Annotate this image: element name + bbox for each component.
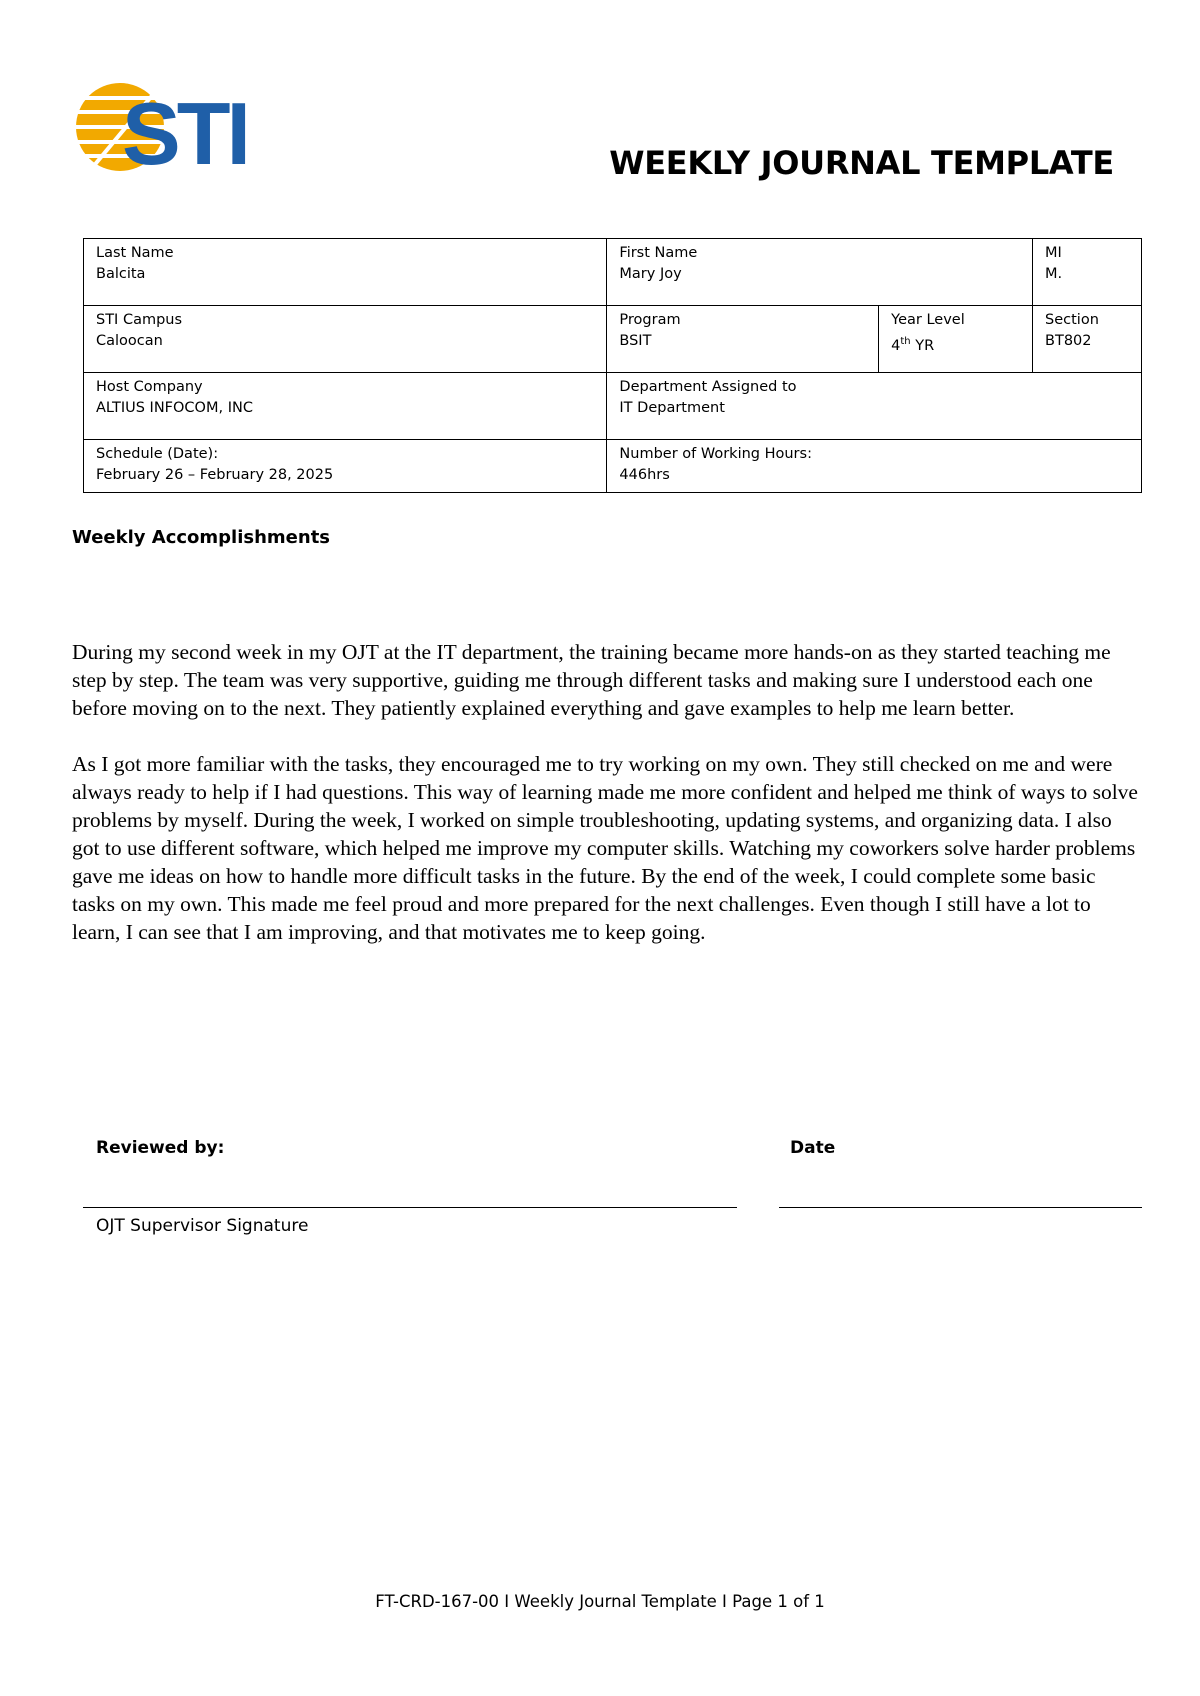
schedule-cell (84, 440, 607, 493)
signature-line (83, 1207, 737, 1208)
department-label: Department Assigned to (619, 379, 797, 395)
program-label: Program (619, 312, 681, 328)
campus-cell (84, 306, 607, 373)
accomplishments-heading: Weekly Accomplishments (72, 527, 331, 548)
host-company-cell (84, 373, 607, 440)
supervisor-signature-caption: OJT Supervisor Signature (96, 1216, 309, 1236)
last-name-cell (84, 239, 607, 306)
mi-cell (1033, 239, 1142, 306)
host-company-value: ALTIUS INFOCOM, INC (96, 400, 253, 416)
page-footer: FT-CRD-167-00 I Weekly Journal Template I Page 1 of 1 (375, 1592, 825, 1611)
host-company-label: Host Company (96, 379, 203, 395)
reviewed-by-label: Reviewed by: (96, 1138, 225, 1158)
date-label: Date (790, 1138, 836, 1158)
section-cell (1033, 306, 1142, 373)
mi-value: M. (1045, 266, 1063, 282)
paragraph: As I got more familiar with the tasks, they encouraged me to try working on my own. They still checked on me and were always ready to help if I had questions. This way of learning made me more confident and helped me think of ways to solve problems by myself. During the week, I worked on simple troubleshooting, updating systems, and organizing data. I also got to use different software, which helped me improve my computer skills. Watching my coworkers solve harder problems gave me ideas on how to handle more difficult tasks in the future. By the end of the week, I could complete some basic tasks on my own. This made me feel proud and more prepared for the next challenges. Even though I still have a lot to learn, I can see that I am improving, and that motivates me to keep going. (72, 752, 1138, 944)
hours-label: Number of Working Hours: (619, 446, 812, 462)
hours-value: 446hrs (619, 467, 670, 483)
section-value: BT802 (1045, 333, 1092, 349)
page-title: WEEKLY JOURNAL TEMPLATE (609, 144, 1114, 182)
mi-label: MI (1045, 245, 1062, 261)
department-value: IT Department (619, 400, 725, 416)
schedule-value: February 26 – February 28, 2025 (96, 467, 334, 483)
schedule-label: Schedule (Date): (96, 446, 219, 462)
campus-label: STI Campus (96, 312, 183, 328)
first-name-cell (607, 239, 1033, 306)
year-level-cell (879, 306, 1033, 373)
logo-text: STI (122, 84, 247, 182)
student-info-table (83, 238, 1142, 493)
year-level-label: Year Level (891, 312, 965, 328)
last-name-value: Balcita (96, 266, 146, 282)
accomplishments-body (72, 638, 1142, 974)
sti-logo (70, 72, 280, 182)
department-cell (607, 373, 1142, 440)
first-name-value: Mary Joy (619, 266, 682, 282)
date-line (779, 1207, 1142, 1208)
last-name-label: Last Name (96, 245, 174, 261)
hours-cell (607, 440, 1142, 493)
program-value: BSIT (619, 333, 652, 349)
section-label: Section (1045, 312, 1099, 328)
campus-value: Caloocan (96, 333, 163, 349)
paragraph: During my second week in my OJT at the IT department, the training became more hands-on as they started teaching me step by step. The team was very supportive, guiding me through different tasks and making sure I understood each one before moving on to the next. They patiently explained everything and gave examples to help me learn better. (72, 640, 1111, 720)
program-cell (607, 306, 879, 373)
year-level-value: 4th YR (891, 336, 935, 354)
first-name-label: First Name (619, 245, 698, 261)
